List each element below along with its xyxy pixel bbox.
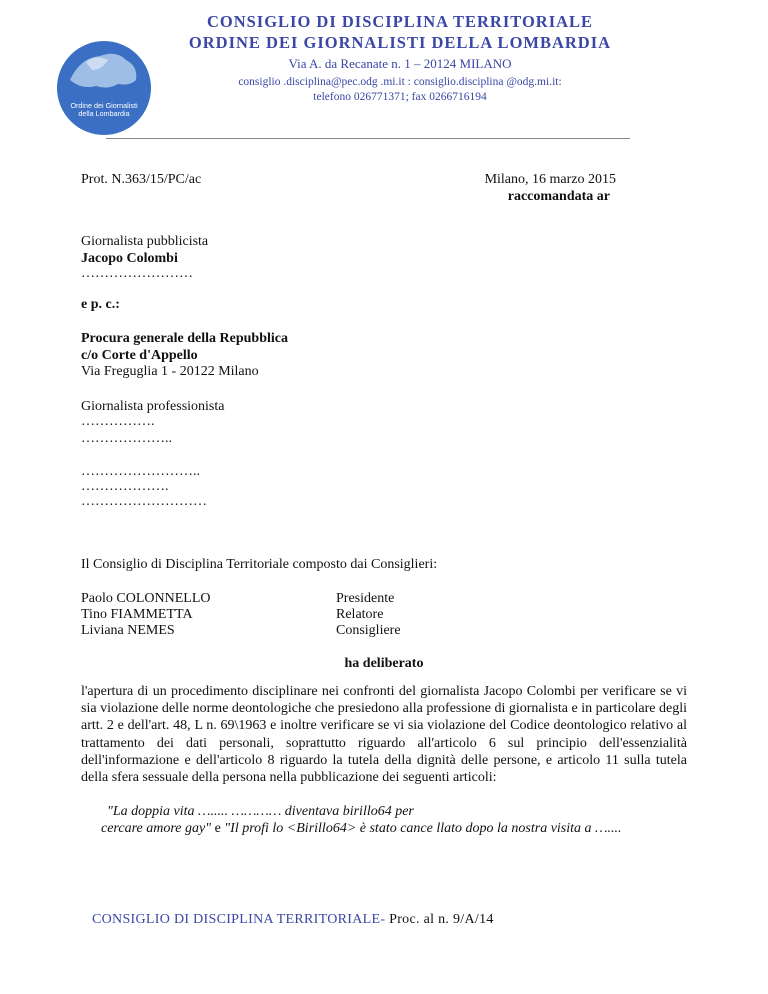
- cc-line3: Via Freguglia 1 - 20122 Milano: [81, 364, 259, 379]
- recipient-name: Jacopo Colombi: [81, 251, 178, 266]
- quote-line2-part1: cercare amore gay": [101, 821, 212, 836]
- org-emails: consiglio .disciplina@pec.odg .mi.it : consiglio.disciplina @odg.mi.it:: [238, 76, 562, 88]
- delivery-method: raccomandata ar: [507, 189, 610, 204]
- recipient-address-dots: ……………………: [81, 266, 193, 281]
- logo-map-icon: [56, 40, 152, 136]
- quote-line2-conjunction: e: [214, 821, 221, 836]
- place-date: Milano, 16 marzo 2015: [484, 172, 616, 187]
- footer: [92, 912, 494, 928]
- recipient-role: Giornalista pubblicista: [81, 234, 209, 249]
- member-role: Presidente: [336, 591, 395, 606]
- quote-line1: "La doppia vita …..... ………… diventava birillo64 per: [107, 804, 414, 819]
- quote-line2-part2: "Il profi lo <Birillo64> è stato cance llato dopo la nostra visita a …....: [224, 821, 622, 836]
- org-address: Via A. da Recanate n. 1 – 20124 MILANO: [288, 56, 512, 71]
- professional-dots-1: …………….: [81, 414, 155, 429]
- org-phone: telefono 026771371; fax 0266716194: [313, 91, 487, 103]
- member-role: Consigliere: [336, 623, 401, 638]
- header-divider: [106, 138, 630, 139]
- professional-role: Giornalista professionista: [81, 399, 225, 414]
- logo: [56, 40, 152, 136]
- professional-dots-5: ………………………: [81, 494, 207, 509]
- cc-label: e p. c.:: [81, 297, 120, 312]
- protocol-number: Prot. N.363/15/PC/ac: [81, 172, 202, 187]
- org-title-line2: ORDINE DEI GIORNALISTI DELLA LOMBARDIA: [188, 33, 612, 52]
- professional-dots-3: ……………………..: [81, 464, 200, 479]
- member-role: Relatore: [336, 607, 384, 622]
- footer-org: CONSIGLIO DI DISCIPLINA TERRITORIALE-: [92, 912, 386, 927]
- member-name: Paolo COLONNELLO: [81, 591, 211, 606]
- member-name: Liviana NEMES: [81, 623, 175, 638]
- resolution-heading: ha deliberato: [344, 656, 424, 671]
- cc-line2: c/o Corte d'Appello: [81, 348, 198, 363]
- logo-text-2: della Lombardia: [78, 109, 130, 118]
- cc-line1: Procura generale della Repubblica: [81, 331, 288, 346]
- council-intro: Il Consiglio di Disciplina Territoriale composto dai Consiglieri:: [81, 557, 438, 572]
- professional-dots-4: ……………….: [81, 479, 169, 494]
- body-paragraph: l'apertura di un procedimento disciplinare nei confronti del giornalista Jacopo Colombi per verificare se vi sia violazione delle norme deontologiche che presiedono alla professione di giornalista e in particolare degli artt. 2 e dell'art. 48, L n. 69\1963 e inoltre verificare se vi sia violazione del Codice deontologico relativo al trattamento dei dati personali, soprattutto riguardo all'articolo 6 sul principio dell'essenzialità dell'informazione e dell'articolo 8 riguardo la tutela della dignità delle persone, e articolo 11 sulla tutela della sfera sessuale della persona nella pubblicazione dei seguenti articoli:: [81, 684, 687, 786]
- logo-text-1: Ordine dei Giornalisti: [70, 101, 138, 110]
- professional-dots-2: ………………..: [81, 431, 172, 446]
- org-title-line1: CONSIGLIO DI DISCIPLINA TERRITORIALE: [206, 12, 594, 31]
- member-name: Tino FIAMMETTA: [81, 607, 193, 622]
- quote-line2: [101, 821, 621, 837]
- footer-proc: Proc. al n. 9/A/14: [389, 912, 494, 927]
